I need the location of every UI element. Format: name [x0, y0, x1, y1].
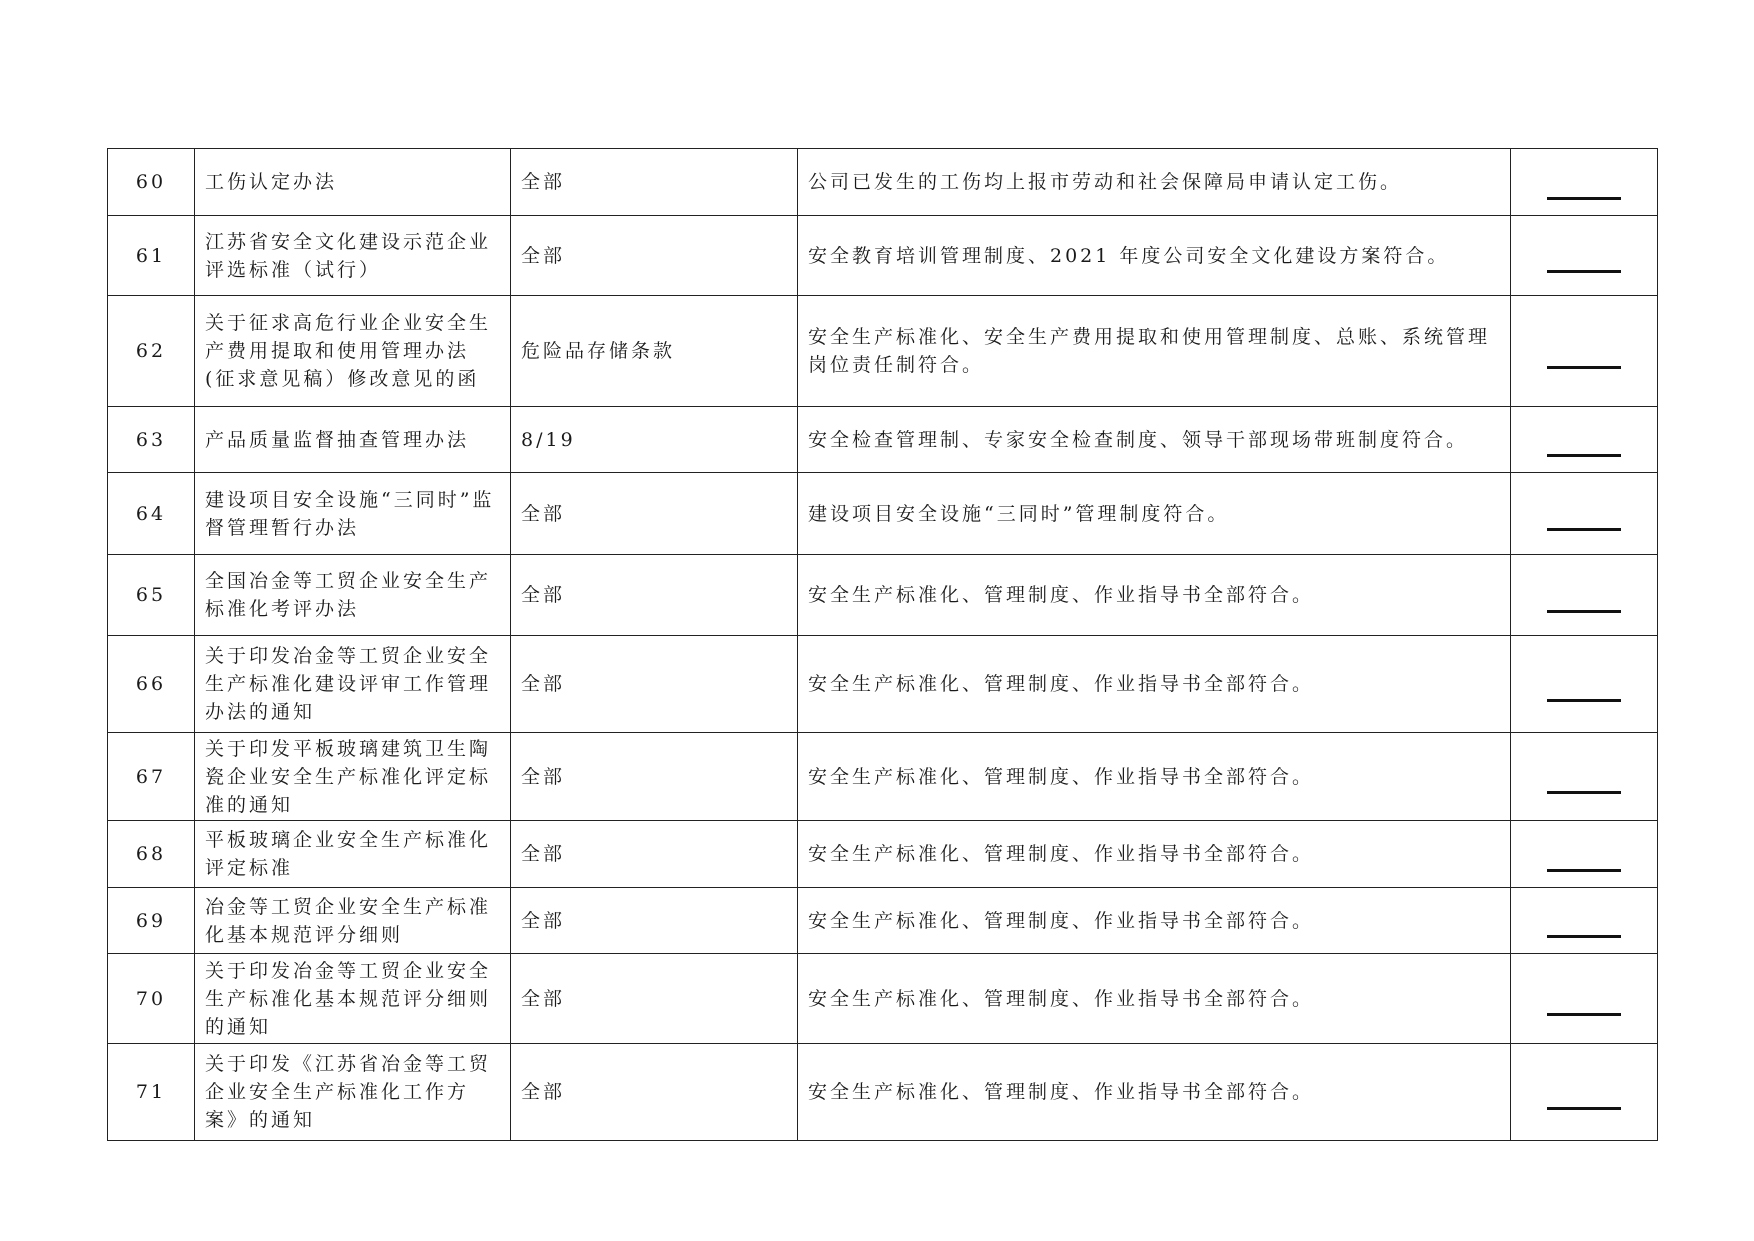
regulation-table [107, 148, 1658, 1141]
table-row [108, 473, 1658, 555]
regulation-name: 工伤认定办法 [195, 149, 511, 216]
row-number: 61 [108, 216, 195, 296]
row-number: 68 [108, 821, 195, 888]
row-number: 66 [108, 636, 195, 733]
dash-mark [1547, 791, 1621, 794]
status-cell [1511, 636, 1658, 733]
status-cell [1511, 821, 1658, 888]
applicable-clause: 全部 [511, 1044, 798, 1141]
dash-mark [1547, 1107, 1621, 1110]
dash-mark [1547, 528, 1621, 531]
compliance-result: 安全生产标准化、管理制度、作业指导书全部符合。 [798, 888, 1511, 954]
compliance-result: 安全生产标准化、管理制度、作业指导书全部符合。 [798, 733, 1511, 821]
regulation-name: 全国冶金等工贸企业安全生产标准化考评办法 [195, 555, 511, 636]
regulation-name: 关于印发《江苏省冶金等工贸企业安全生产标准化工作方案》的通知 [195, 1044, 511, 1141]
applicable-clause: 全部 [511, 149, 798, 216]
row-number: 62 [108, 296, 195, 407]
status-cell [1511, 555, 1658, 636]
compliance-result: 安全生产标准化、管理制度、作业指导书全部符合。 [798, 555, 1511, 636]
regulation-name: 建设项目安全设施“三同时”监督管理暂行办法 [195, 473, 511, 555]
compliance-result: 安全生产标准化、管理制度、作业指导书全部符合。 [798, 636, 1511, 733]
compliance-result: 安全生产标准化、管理制度、作业指导书全部符合。 [798, 954, 1511, 1044]
regulation-name: 江苏省安全文化建设示范企业评选标准（试行） [195, 216, 511, 296]
compliance-result: 建设项目安全设施“三同时”管理制度符合。 [798, 473, 1511, 555]
applicable-clause: 全部 [511, 636, 798, 733]
dash-mark [1547, 610, 1621, 613]
status-cell [1511, 1044, 1658, 1141]
dash-mark [1547, 869, 1621, 872]
status-cell [1511, 733, 1658, 821]
dash-mark [1547, 935, 1621, 938]
regulation-name: 关于征求高危行业企业安全生产费用提取和使用管理办法(征求意见稿）修改意见的函 [195, 296, 511, 407]
status-cell [1511, 473, 1658, 555]
table-row [108, 555, 1658, 636]
regulation-name: 平板玻璃企业安全生产标准化评定标准 [195, 821, 511, 888]
status-cell [1511, 407, 1658, 473]
status-cell [1511, 216, 1658, 296]
applicable-clause: 全部 [511, 821, 798, 888]
table-row [108, 1044, 1658, 1141]
row-number: 69 [108, 888, 195, 954]
applicable-clause: 全部 [511, 954, 798, 1044]
row-number: 64 [108, 473, 195, 555]
table-row [108, 216, 1658, 296]
dash-mark [1547, 454, 1621, 457]
dash-mark [1547, 197, 1621, 200]
dash-mark [1547, 366, 1621, 369]
applicable-clause: 全部 [511, 473, 798, 555]
table-row [108, 888, 1658, 954]
regulation-name: 关于印发冶金等工贸企业安全生产标准化建设评审工作管理办法的通知 [195, 636, 511, 733]
compliance-result: 公司已发生的工伤均上报市劳动和社会保障局申请认定工伤。 [798, 149, 1511, 216]
status-cell [1511, 954, 1658, 1044]
row-number: 67 [108, 733, 195, 821]
table-row [108, 954, 1658, 1044]
regulation-name: 关于印发平板玻璃建筑卫生陶瓷企业安全生产标准化评定标准的通知 [195, 733, 511, 821]
status-cell [1511, 888, 1658, 954]
applicable-clause: 全部 [511, 555, 798, 636]
dash-mark [1547, 270, 1621, 273]
row-number: 65 [108, 555, 195, 636]
applicable-clause: 全部 [511, 216, 798, 296]
row-number: 60 [108, 149, 195, 216]
table-row [108, 149, 1658, 216]
row-number: 63 [108, 407, 195, 473]
regulation-table-body [108, 149, 1658, 1141]
regulation-name: 关于印发冶金等工贸企业安全生产标准化基本规范评分细则的通知 [195, 954, 511, 1044]
compliance-result: 安全生产标准化、管理制度、作业指导书全部符合。 [798, 821, 1511, 888]
row-number: 70 [108, 954, 195, 1044]
compliance-result: 安全生产标准化、管理制度、作业指导书全部符合。 [798, 1044, 1511, 1141]
table-row [108, 296, 1658, 407]
compliance-result: 安全检查管理制、专家安全检查制度、领导干部现场带班制度符合。 [798, 407, 1511, 473]
applicable-clause: 全部 [511, 888, 798, 954]
compliance-result: 安全教育培训管理制度、2021 年度公司安全文化建设方案符合。 [798, 216, 1511, 296]
compliance-result: 安全生产标准化、安全生产费用提取和使用管理制度、总账、系统管理岗位责任制符合。 [798, 296, 1511, 407]
table-row [108, 636, 1658, 733]
table-row [108, 407, 1658, 473]
applicable-clause: 危险品存储条款 [511, 296, 798, 407]
applicable-clause: 全部 [511, 733, 798, 821]
applicable-clause: 8/19 [511, 407, 798, 473]
regulation-name: 冶金等工贸企业安全生产标准化基本规范评分细则 [195, 888, 511, 954]
row-number: 71 [108, 1044, 195, 1141]
dash-mark [1547, 699, 1621, 702]
regulation-name: 产品质量监督抽查管理办法 [195, 407, 511, 473]
table-row [108, 821, 1658, 888]
table-row [108, 733, 1658, 821]
status-cell [1511, 296, 1658, 407]
dash-mark [1547, 1013, 1621, 1016]
status-cell [1511, 149, 1658, 216]
